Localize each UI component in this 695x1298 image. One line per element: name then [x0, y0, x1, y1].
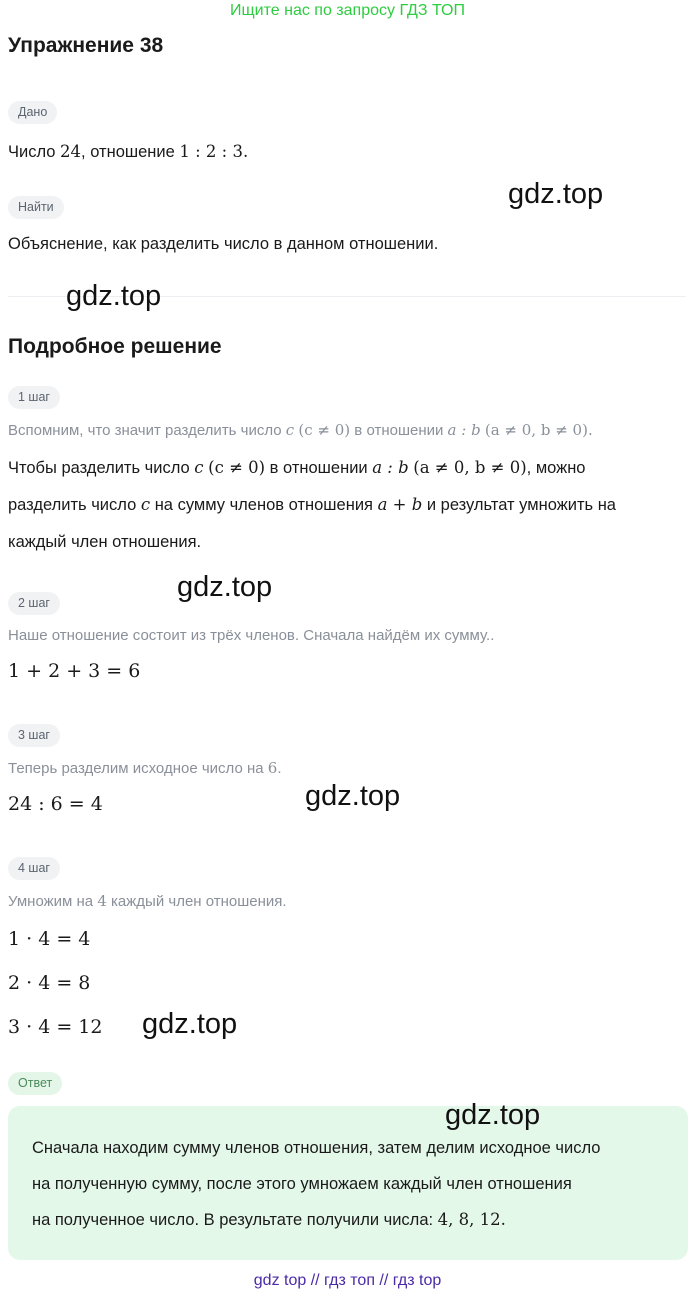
step1-hint-a: Вспомним, что значит разделить число	[8, 422, 286, 439]
given-end: .	[242, 142, 249, 161]
step1-line1-b: в отношении	[265, 459, 373, 477]
answer-line-3-end: .	[500, 1210, 506, 1229]
step1-line3: каждый член отношения.	[8, 533, 202, 551]
step1-line2-sum: a + b	[377, 495, 423, 514]
step1-line2-end: и результат умножить на	[422, 496, 616, 514]
given-tag: Дано	[8, 101, 57, 124]
find-text: Объяснение, как разделить число в данном отношении.	[8, 235, 439, 253]
step1-line1-end: , можно	[526, 459, 586, 477]
watermark: gdz.top	[305, 780, 401, 812]
search-banner: Ищите нас по запросу ГДЗ ТОП	[230, 2, 465, 19]
answer-tag: Ответ	[8, 1072, 62, 1095]
step3-equation: 24 : 6 = 4	[8, 793, 103, 815]
step1-hint-b: в отношении	[350, 422, 448, 439]
step1-line1-a: Чтобы разделить число	[8, 459, 195, 477]
step4-equation-3: 3 · 4 = 12	[8, 1016, 103, 1038]
step1-hint-cond: (c ≠ 0)	[298, 421, 351, 439]
step1-line1-ratio: a : b	[372, 458, 409, 477]
step1-line1-c: c	[194, 458, 204, 477]
step3-hint-a: Теперь разделим исходное число на	[8, 760, 268, 777]
answer-line-2: на полученную сумму, после этого умножаем каждый член отношения	[32, 1175, 572, 1193]
step3-hint-num: 6	[267, 759, 278, 777]
step1-line1-cond: (c ≠ 0)	[208, 458, 266, 477]
step1-tag: 1 шаг	[8, 386, 60, 409]
watermark: gdz.top	[66, 280, 162, 312]
footer-links[interactable]: gdz top // гдз топ // гдз top	[253, 1272, 442, 1289]
step3-tag: 3 шаг	[8, 724, 60, 747]
step2-tag: 2 шаг	[8, 592, 60, 615]
step1-line2	[8, 495, 616, 515]
answer-line-3-a: на полученное число. В результате получили числа:	[32, 1211, 438, 1229]
watermark: gdz.top	[508, 178, 604, 210]
step4-tag: 4 шаг	[8, 857, 60, 880]
step1-hint	[8, 421, 593, 439]
given-text-b: , отношение	[81, 143, 180, 161]
given-text-a: Число	[8, 143, 61, 161]
step1-hint-ratio: a : b	[447, 421, 481, 439]
step4-hint-num: 4	[97, 892, 107, 910]
step1-line2-a: разделить число	[8, 496, 141, 514]
answer-line-3	[32, 1210, 506, 1230]
step1-hint-c: c	[285, 421, 295, 439]
step1-hint-cond2: (a ≠ 0, b ≠ 0).	[484, 421, 593, 439]
step4-hint-a: Умножим на	[8, 893, 98, 910]
step4-equation-1: 1 · 4 = 4	[8, 928, 91, 950]
watermark: gdz.top	[142, 1008, 238, 1040]
step1-line2-c: c	[140, 495, 151, 514]
step2-equation: 1 + 2 + 3 = 6	[8, 660, 141, 682]
step1-line1-cond2: (a ≠ 0, b ≠ 0)	[413, 458, 527, 477]
step1-line1	[8, 458, 586, 478]
watermark: gdz.top	[177, 571, 273, 603]
solution-title: Подробное решение	[8, 335, 222, 358]
given-ratio: 1 : 2 : 3	[179, 142, 243, 161]
answer-line-1: Сначала находим сумму членов отношения, затем делим исходное число	[32, 1139, 601, 1157]
step4-equation-2: 2 · 4 = 8	[8, 972, 91, 994]
step2-hint: Наше отношение состоит из трёх членов. Сначала найдём их сумму..	[8, 627, 495, 644]
watermark: gdz.top	[445, 1099, 541, 1131]
step1-line2-b: на сумму членов отношения	[150, 496, 378, 514]
given-text	[8, 142, 248, 162]
find-tag: Найти	[8, 196, 64, 219]
given-number: 24	[60, 142, 82, 161]
step4-hint-b: каждый член отношения.	[106, 893, 287, 910]
step3-hint-end: .	[277, 760, 282, 777]
step4-hint	[8, 892, 287, 910]
page-title: Упражнение 38	[8, 34, 164, 57]
answer-numbers: 4, 8, 12	[437, 1210, 501, 1229]
step3-hint	[8, 759, 281, 777]
